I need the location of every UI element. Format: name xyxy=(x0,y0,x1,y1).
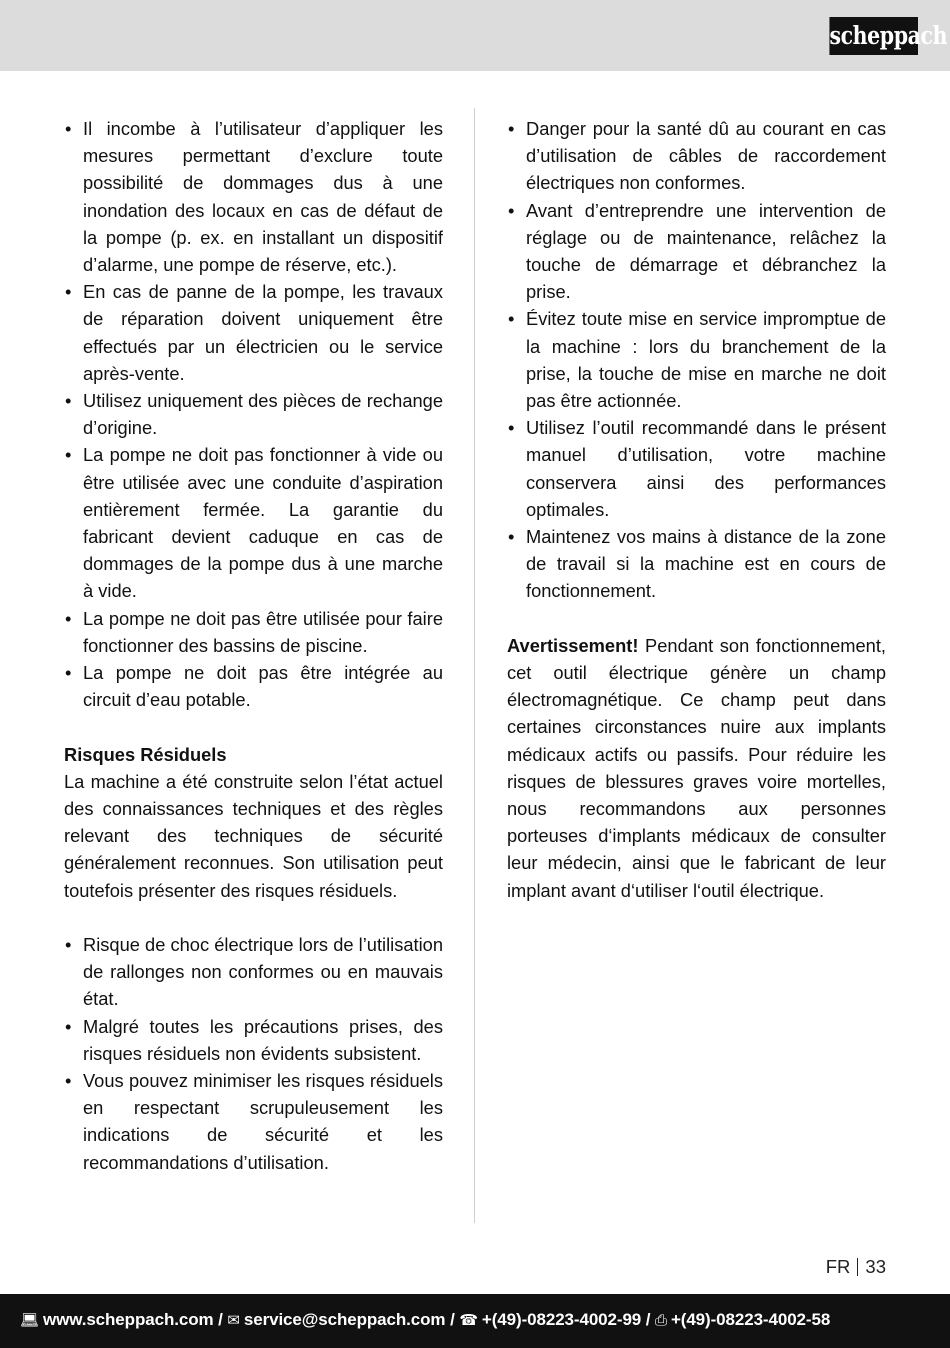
footer-separator: / xyxy=(645,1310,651,1329)
page-number xyxy=(826,1256,886,1278)
list-item: • Évitez toute mise en service impromptue de la machine : lors du branchement de la prise, la touche de mise en marche ne doit pas être actionnée. xyxy=(507,305,886,414)
footer-fax: +(49)-08223-4002-58 xyxy=(670,1310,831,1329)
column-divider xyxy=(474,108,475,1223)
list-item: • En cas de panne de la pompe, les travaux de réparation doivent uniquement être effectués par un électricien ou le service après-vente. xyxy=(64,278,443,387)
residual-risks-heading: Risques Résiduels xyxy=(64,743,227,765)
list-item: • Vous pouvez minimiser les risques résiduels en respectant scrupuleusement les indications de sécurité et les recommandations d’utilisation. xyxy=(64,1067,443,1176)
list-item: • Danger pour la santé dû au courant en cas d’utilisation de câbles de raccordement électriques non conformes. xyxy=(507,115,886,197)
list-item: • Utilisez l’outil recommandé dans le présent manuel d’utilisation, votre machine conservera ainsi des performances optimales. xyxy=(507,414,886,523)
footer-separator: / xyxy=(450,1310,455,1329)
list-item: • Risque de choc électrique lors de l’utilisation de rallonges non conformes ou en mauvais état. xyxy=(64,931,443,1013)
list-item: • La pompe ne doit pas être intégrée au circuit d’eau potable. xyxy=(64,659,443,713)
left-column xyxy=(64,115,443,1176)
warning-text: Pendant son fonctionnement, cet outil électrique génère un champ électromagnétique. Ce champ peut dans certaines circonstances nuire aux implants médicaux actifs ou passifs. Pour réduire les risques de blessures graves voire mortelles, nous recommandons aux personnes porteuses d‘implants médicaux de consulter leur médecin, ainsi que le fabricant de leur implant avant d‘utiliser l‘outil électrique. xyxy=(507,634,886,901)
scheppach-logo: scheppach xyxy=(829,17,918,55)
list-item: • La pompe ne doit pas fonctionner à vide ou être utilisée avec une conduite d’aspiration entièrement fermée. La garantie du fabricant devient caduque en cas de dommages de la pompe dus à une marche à vide. xyxy=(64,441,443,604)
phone-icon: ☎ xyxy=(459,1311,478,1329)
list-item: • Avant d’entreprendre une intervention de réglage ou de maintenance, relâchez la touche de démarrage et débranchez la prise. xyxy=(507,197,886,306)
safety-list-top xyxy=(64,115,443,713)
footer-bar xyxy=(0,1294,950,1348)
footer-phone: +(49)-08223-4002-99 xyxy=(481,1310,642,1329)
list-item: • Utilisez uniquement des pièces de rechange d’origine. xyxy=(64,387,443,441)
header-band xyxy=(0,0,950,71)
footer-email[interactable]: service@scheppach.com xyxy=(243,1310,446,1329)
right-column xyxy=(507,115,886,904)
residual-risks-list xyxy=(64,931,443,1176)
page-number-value: 33 xyxy=(865,1256,886,1277)
list-item: • Maintenez vos mains à distance de la zone de travail si la machine est en cours de fonctionnement. xyxy=(507,523,886,605)
list-item: • Malgré toutes les précautions prises, des risques résiduels non évidents subsistent. xyxy=(64,1013,443,1067)
list-item: • La pompe ne doit pas être utilisée pour faire fonctionner des bassins de piscine. xyxy=(64,605,443,659)
warning-label: Avertissement! xyxy=(507,634,639,656)
language-code: FR xyxy=(825,1256,851,1277)
residual-risks-paragraph: La machine a été construite selon l’état actuel des connaissances techniques et des règles relevant des techniques de sécurité généralement reconnues. Son utilisation peut toutefois présenter des risques résiduels. xyxy=(64,770,443,901)
footer-separator: / xyxy=(218,1310,223,1329)
warning-paragraph xyxy=(507,632,886,904)
safety-list-right xyxy=(507,115,886,605)
fax-icon: ⎙ xyxy=(655,1311,667,1329)
email-icon: ✉ xyxy=(227,1311,240,1329)
list-item: • Il incombe à l’utilisateur d’appliquer les mesures permettant d’exclure toute possibilité de dommages dus à une inondation des locaux en cas de défaut de la pompe (p. ex. en installant un dispositif d’alarme, une pompe de réserve, etc.). xyxy=(64,115,443,278)
footer-contact-line xyxy=(20,1310,830,1330)
footer-website[interactable]: www.scheppach.com xyxy=(42,1310,214,1329)
page-separator xyxy=(857,1258,858,1276)
computer-icon: 💻︎ xyxy=(20,1311,39,1329)
